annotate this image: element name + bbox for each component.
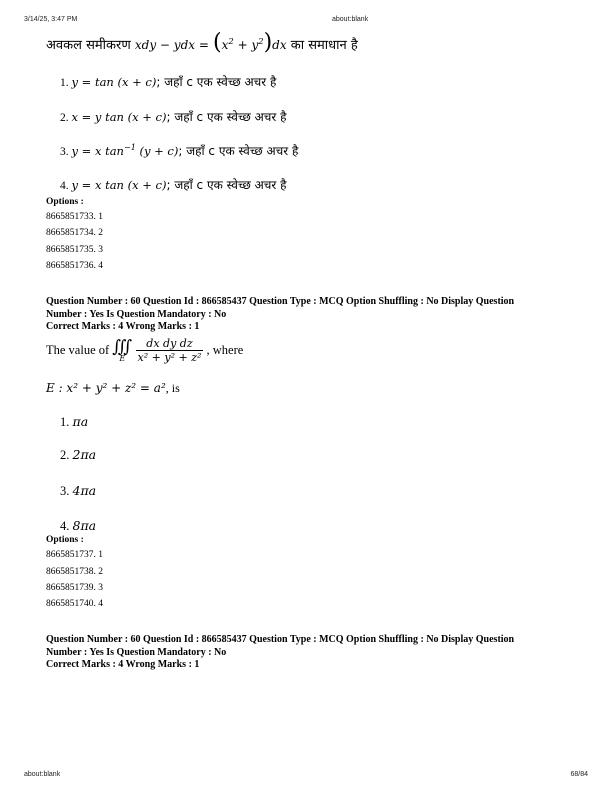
q2-region: E : x² + y² + z² = a², is	[46, 381, 180, 395]
print-timestamp: 3/14/25, 3:47 PM	[24, 16, 78, 23]
q2-integral: ∭ E	[112, 337, 133, 363]
q1-option-3: 3. y = x $\tan^{-1} (y + c)$; जहाँ c एक स्वेच्छ अचर है	[60, 143, 299, 158]
browser-print-header	[24, 16, 588, 23]
q1-code-3: 8665851735. 3	[46, 245, 103, 255]
q1-stem-post: का समाधान है	[290, 38, 358, 53]
footer-url: about:blank	[24, 771, 61, 778]
q2-code-3: 8665851739. 3	[46, 583, 103, 593]
q2-option-2: 2. 2πa	[60, 447, 97, 462]
q1-code-1: 8665851733. 1	[46, 212, 103, 222]
q2-code-4: 8665851740. 4	[46, 599, 103, 609]
q1-stem-pre: अवकल समीकरण	[46, 38, 131, 53]
q2-options-label: Options :	[46, 535, 84, 545]
q1-eq-rhs: $(x^2 + y^2)dx$	[213, 30, 287, 55]
q1-code-2: 8665851734. 2	[46, 228, 103, 238]
q2-stem-pre: The value of	[46, 343, 110, 357]
q1-eq-lhs: xdy − ydx =	[134, 38, 209, 52]
q2-stem-post: , where	[206, 343, 244, 357]
q2-option-1: 1. πa	[60, 414, 89, 429]
q1-options-label: Options :	[46, 197, 84, 207]
print-url: about:blank	[332, 16, 369, 23]
q2-code-2: 8665851738. 2	[46, 567, 103, 577]
q2-meta: Question Number : 60 Question Id : 866585437 Question Type : MCQ Option Shuffling : No Display Question Number : Yes Is Question Mandatory : No Correct Marks : 4 Wrong Marks : 1	[46, 296, 515, 332]
q2-fraction: $\frac{\text{dx dy dz}}{\text{x² + y² + z²}}$	[137, 337, 202, 364]
q2-option-3: 3. 4πa	[60, 483, 97, 498]
q2-stem	[46, 337, 243, 364]
q2-code-1: 8665851737. 1	[46, 550, 103, 560]
q1-option-4: 4. y = x tan (x + c); जहाँ c एक स्वेच्छ अचर है	[60, 178, 287, 192]
q3-meta: Question Number : 60 Question Id : 866585437 Question Type : MCQ Option Shuffling : No Display Question Number : Yes Is Question Mandatory : No Correct Marks : 4 Wrong Marks : 1	[46, 634, 515, 670]
q1-code-4: 8665851736. 4	[46, 261, 103, 271]
q1-option-1: 1. y = tan (x + c); जहाँ c एक स्वेच्छ अचर है	[60, 75, 277, 89]
q1-stem	[46, 30, 358, 55]
browser-print-footer	[24, 771, 588, 778]
q2-option-4: 4. 8πa	[60, 518, 97, 533]
q1-option-2: 2. x = y tan (x + c); जहाँ c एक स्वेच्छ अचर है	[60, 110, 287, 124]
page-number: 68/84	[570, 771, 588, 778]
